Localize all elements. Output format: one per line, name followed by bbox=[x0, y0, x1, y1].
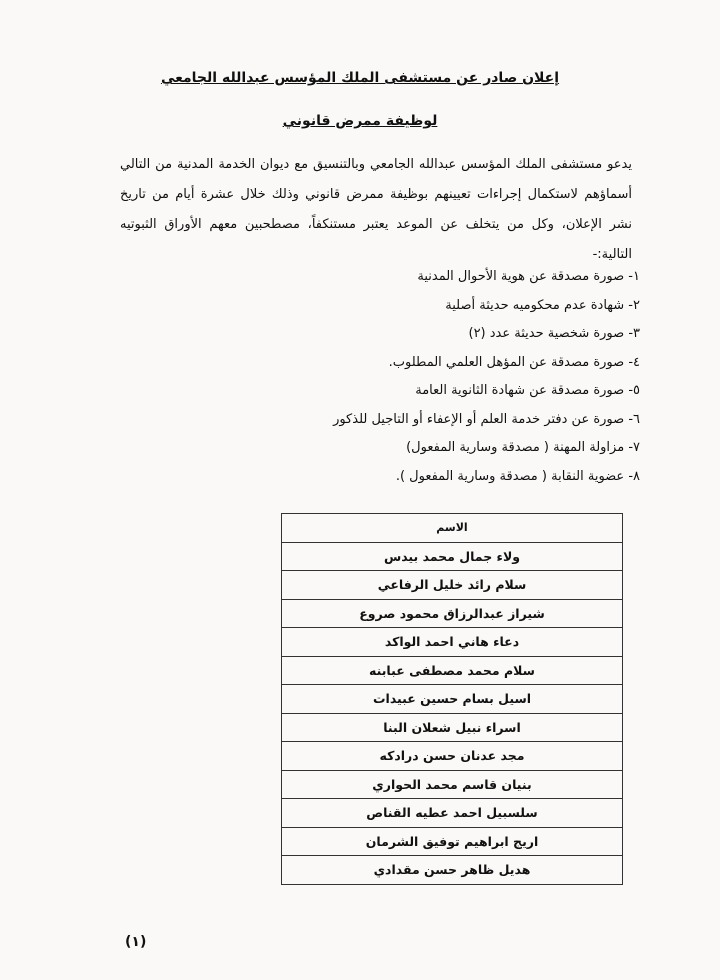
name-cell: اسراء نبيل شعلان البنا bbox=[282, 713, 623, 742]
requirement-item: ٥- صورة مصدقة عن شهادة الثانوية العامة bbox=[415, 383, 640, 398]
requirements-list bbox=[240, 263, 640, 491]
intro-paragraph: يدعو مستشفى الملك المؤسس عبدالله الجامعي وبالتنسيق مع ديوان الخدمة المدنية من التالي أسماؤهم لاستكمال إجراءات تعيينهم بوظيفة ممرض قانوني وذلك خلال عشرة أيام من تاريخ نشر الإعلان، وكل من يتخلف عن الموعد يعتبر مستنكفاً، مصطحبين معهم الأوراق الثبوتيه التالية:- bbox=[120, 157, 632, 262]
table-row bbox=[282, 827, 623, 856]
requirement-item: ٧- مزاولة المهنة ( مصدقة وسارية المفعول) bbox=[406, 440, 640, 455]
table-row bbox=[282, 542, 623, 571]
table-row bbox=[282, 685, 623, 714]
table-row bbox=[282, 742, 623, 771]
table-row bbox=[282, 799, 623, 828]
requirement-item: ٢- شهادة عدم محكوميه حديثة أصلية bbox=[445, 297, 640, 313]
requirement-item: ١- صورة مصدقة عن هوية الأحوال المدنية bbox=[417, 269, 640, 284]
name-cell: بنيان قاسم محمد الحواري bbox=[282, 770, 623, 799]
name-cell: دعاء هاني احمد الواكد bbox=[282, 628, 623, 657]
page-number: (١) bbox=[125, 934, 147, 950]
name-cell: شيراز عبدالرزاق محمود صروع bbox=[282, 599, 623, 628]
name-cell: هديل ظاهر حسن مقدادي bbox=[282, 856, 623, 885]
document-subtitle: لوظيفة ممرض قانوني bbox=[282, 113, 438, 129]
requirement-item: ٦- صورة عن دفتر خدمة العلم أو الإعفاء أو التاجيل للذكور bbox=[333, 411, 640, 427]
requirement-item: ٨- عضوية النقابة ( مصدقة وسارية المفعول ). bbox=[395, 468, 640, 484]
names-table bbox=[281, 513, 623, 885]
name-cell: سلام رائد خليل الرفاعي bbox=[282, 571, 623, 600]
table-row bbox=[282, 656, 623, 685]
column-header-name: الاسم bbox=[282, 514, 623, 543]
name-cell: سلام محمد مصطفى عبابنه bbox=[282, 656, 623, 685]
table-row bbox=[282, 628, 623, 657]
name-cell: سلسبيل احمد عطيه القناص bbox=[282, 799, 623, 828]
table-row bbox=[282, 571, 623, 600]
name-cell: اسيل بسام حسين عبيدات bbox=[282, 685, 623, 714]
name-cell: مجد عدنان حسن درادكه bbox=[282, 742, 623, 771]
requirement-item: ٤- صورة مصدقة عن المؤهل العلمي المطلوب. bbox=[388, 354, 640, 370]
requirement-item: ٣- صورة شخصية حديثة عدد (٢) bbox=[468, 326, 640, 341]
table-row bbox=[282, 599, 623, 628]
table-header-row bbox=[282, 514, 623, 543]
table-row bbox=[282, 713, 623, 742]
name-cell: ولاء جمال محمد بيدس bbox=[282, 542, 623, 571]
table-row bbox=[282, 856, 623, 885]
name-cell: اريج ابراهيم توفيق الشرمان bbox=[282, 827, 623, 856]
document-title: إعلان صادر عن مستشفى الملك المؤسس عبدالله الجامعي bbox=[160, 70, 560, 86]
table-row bbox=[282, 770, 623, 799]
